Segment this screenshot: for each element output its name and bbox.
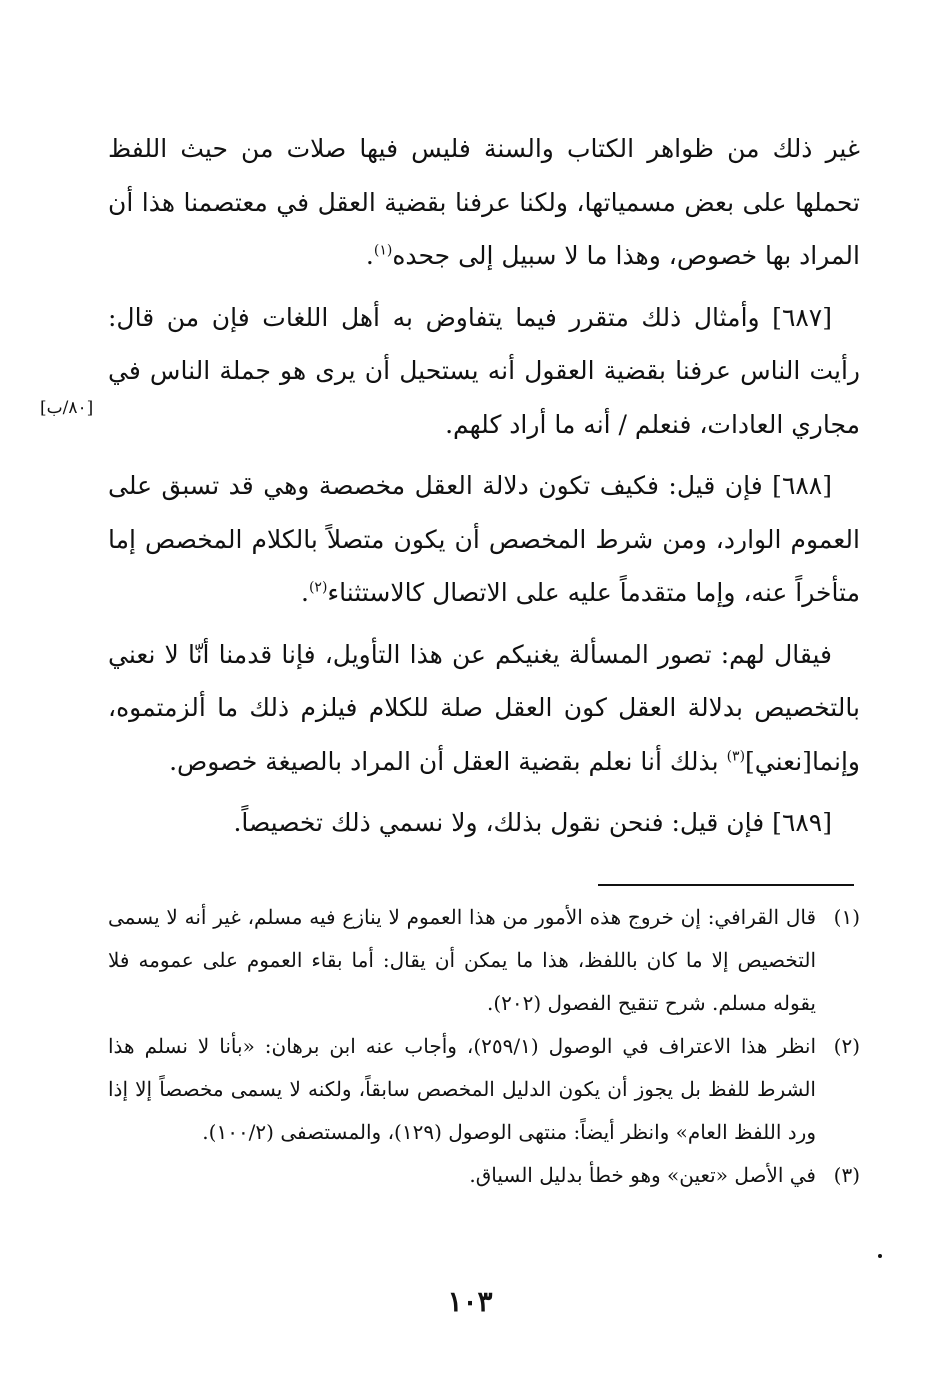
footnote-separator <box>598 884 854 886</box>
footnote-3 <box>108 1154 860 1197</box>
footnote-ref: (٣) <box>726 748 746 765</box>
footnote-text: انظر هذا الاعتراف في الوصول (٢٥٩/١)، وأجاب عنه ابن برهان: «بأنا لا نسلم هذا الشرط للفظ بل يجوز أن يكون الدليل المخصص سابقاً، ولكنه لا يسمى مخصصاً إلا إذا ورد اللفظ العام» وانظر أيضاً: منتهى الوصول (١٢٩)، والمستصفى (١٠٠/٢). <box>108 1034 816 1144</box>
footnotes <box>108 896 860 1197</box>
footnote-2 <box>108 1025 860 1154</box>
paragraph-text: فيقال لهم: تصور المسألة يغنيكم عن هذا التأويل، فإنا قدمنا أنّا لا نعني بالتخصيص بدلالة العقل كون العقل صلة للكلام فيلزم ذلك ما ألزمتموه، وإنما[نعني] <box>108 639 860 776</box>
paragraph-688: [٦٨٨] فإن قيل: فكيف تكون دلالة العقل مخصصة وهي قد تسبق على العموم الوارد، ومن شرط المخصص أن يكون متصلاً بالكلام المخصص إما متأخراً عنه، وإما متقدماً عليه على الاتصال كالاستثناء$^{(٢)}$. <box>108 471 860 607</box>
footnote-1 <box>108 896 860 1025</box>
footnote-number: (٣) <box>833 1163 860 1187</box>
paragraph-text: [٦٨٩] فإن قيل: فنحن نقول بذلك، ولا نسمي ذلك تخصيصاً. <box>233 808 832 837</box>
footnote-number: (١) <box>833 905 860 929</box>
paragraph-1: غير ذلك من ظواهر الكتاب والسنة فليس فيها صلات من حيث اللفظ تحملها على بعض مسمياتها، ولكنا عرفنا بقضية العقل في معتصمنا هذا أن المراد بها خصوص، وهذا ما لا سبيل إلى جحده$^{(١)}$. <box>108 134 860 270</box>
marginal-folio-note: [٨٠/ب] <box>40 398 94 418</box>
paragraph-text: [٦٨٨] فإن قيل: فكيف تكون دلالة العقل مخصصة وهي قد تسبق على العموم الوارد، ومن شرط المخصص أن يكون متصلاً بالكلام المخصص إما متأخراً عنه، وإما متقدماً عليه على الاتصال كالاستثناء <box>108 471 860 607</box>
footnote-ref: (٢) <box>308 579 328 596</box>
stray-dot-mark <box>878 1254 882 1258</box>
paragraph-text: غير ذلك من ظواهر الكتاب والسنة فليس فيها صلات من حيث اللفظ تحملها على بعض مسمياتها، ولكنا عرفنا بقضية العقل في معتصمنا هذا أن المراد بها خصوص، وهذا ما لا سبيل إلى جحده <box>108 134 860 270</box>
footnote-text: قال القرافي: إن خروج هذه الأمور من هذا العموم لا ينازع فيه مسلم، غير أنه لا يسمى التخصيص إلا ما كان باللفظ، هذا ما يمكن أن يقال: أما بقاء العموم على عمومه فلا يقوله مسلم. شرح تنقيح الفصول (٢٠٢). <box>108 905 816 1015</box>
paragraph-text: [٦٨٧] وأمثال ذلك متقرر فيما يتفاوض به أهل اللغات فإن من قال: رأيت الناس عرفنا بقضية العقول أنه يستحيل أن يرى هو جملة الناس في مجاري العادات، فنعلم / أنه ما أراد كلهم. <box>108 302 860 439</box>
main-text <box>108 122 860 850</box>
footnote-ref: (١) <box>373 242 393 259</box>
footnote-text: في الأصل «تعين» وهو خطأ بدليل السياق. <box>469 1163 816 1187</box>
footnote-number: (٢) <box>833 1034 860 1058</box>
paragraph-reply <box>108 628 860 789</box>
paragraph-687 <box>108 291 860 452</box>
paragraph-text: بذلك أنا نعلم بقضية العقل أن المراد بالصيغة خصوص. <box>169 746 727 776</box>
paragraph-689 <box>108 796 860 850</box>
page-number: ١٠٣ <box>447 1285 493 1318</box>
